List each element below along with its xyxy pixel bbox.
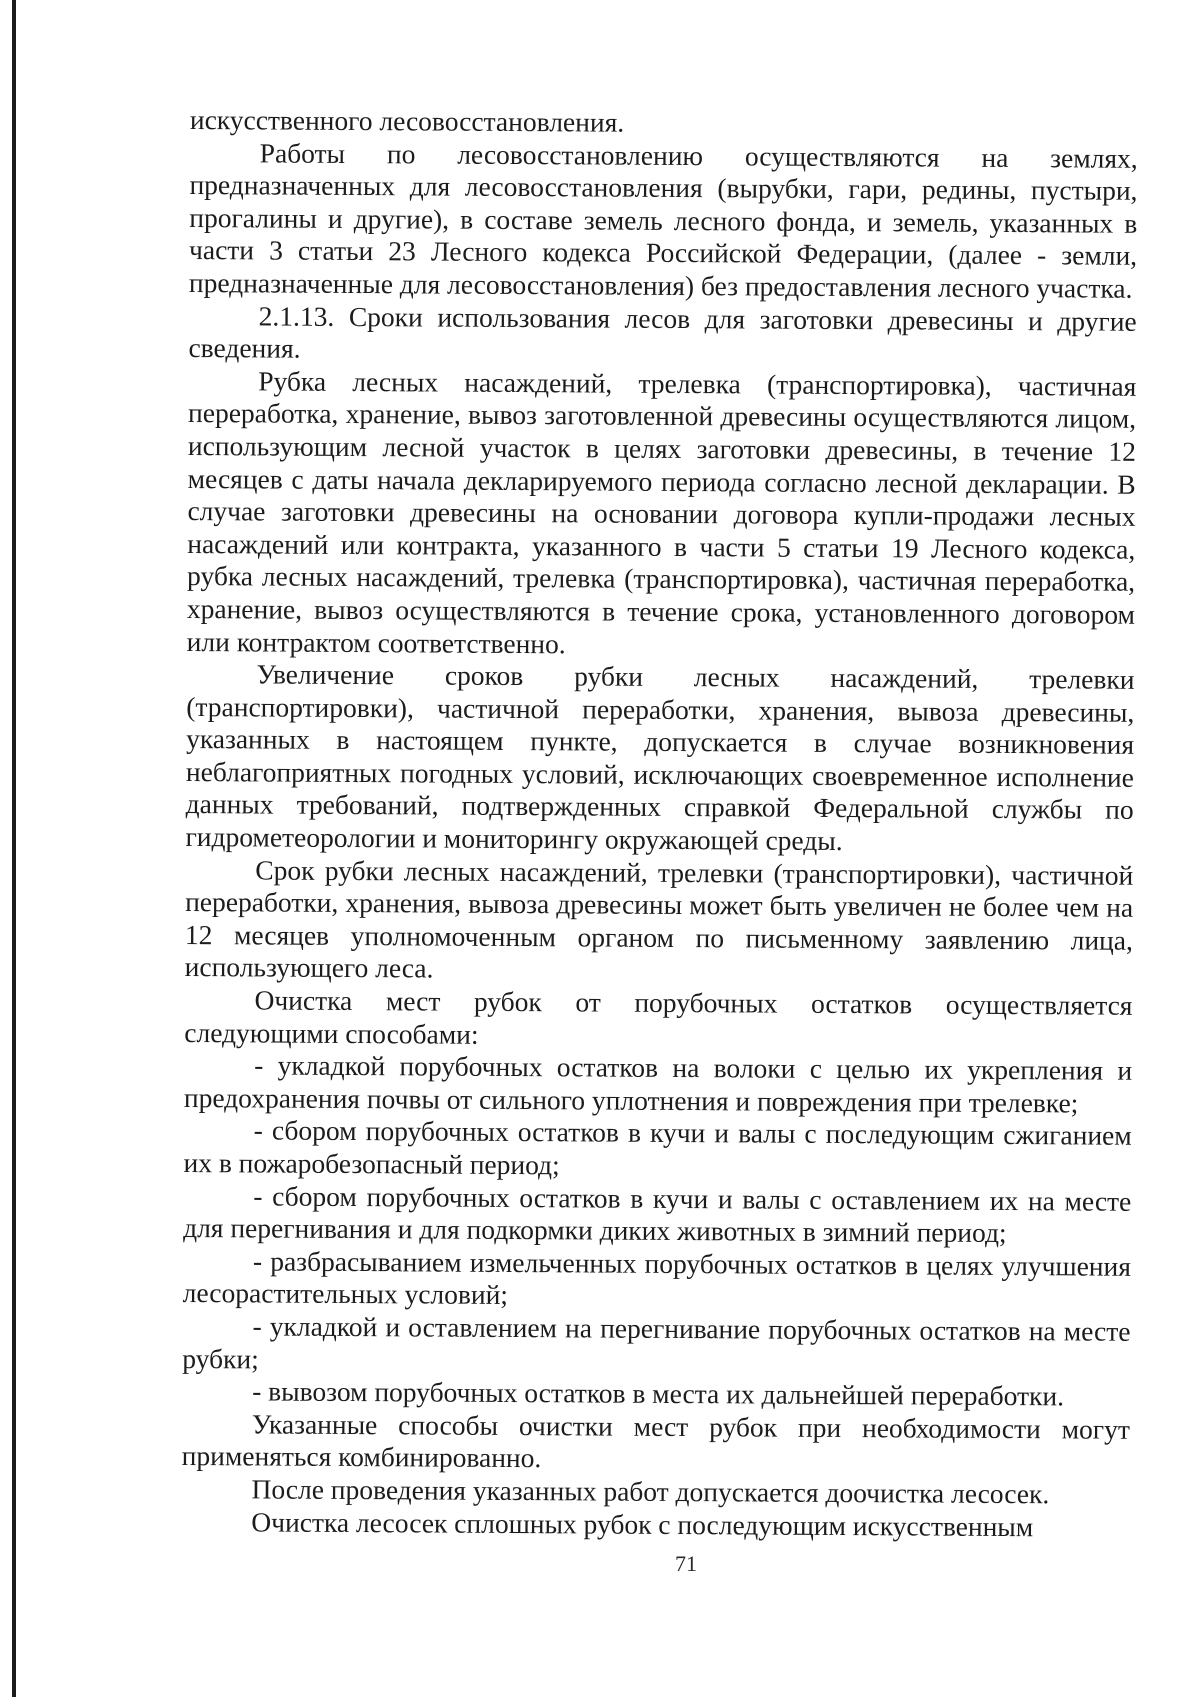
page-number: 71 <box>675 1551 697 1576</box>
paragraph: искусственного лесовосстановления. <box>189 104 625 138</box>
paragraph: Увеличение сроков рубки лесных насаждений, трелевки (транспортировки), частичной переработки, хранения, вывоза древесины, указанных в настоящем пункте, допускается в случае возникновения неблагоприятных погодных условий, исключающих своевременное исполнение данных требований, подтвержденных справкой Федеральной службы по гидрометеорологии и мониторингу окружающей среды. <box>185 658 1135 857</box>
paragraph: Срок рубки лесных насаждений, трелевки (транспортировки), частичной переработки, хранения, вывоза древесины может быть увеличен не более чем на 12 месяцев уполномоченным органом по письменному заявлению лица, использующего леса. <box>184 854 1134 984</box>
paragraph: Работы по лесовосстановлению осуществляются на землях, предназначенных для лесовосстановления (вырубки, гари, редины, пустыри, прогалины и другие), в составе земель лесного фонда, и земель, указанных в части 3 статьи 23 Лесного кодекса Российской Федерации, (далее - земли, предназначенные для лесовосстановления) без предоставления лесного участка. <box>188 137 1138 304</box>
paragraph: После проведения указанных работ допускается доочистка лесосек. <box>251 1473 1050 1510</box>
list-item: - укладкой порубочных остатков на волоки с целью их укрепления и предохранения почвы от сильного уплотнения и повреждения при трелевке; <box>183 1049 1133 1119</box>
list-item: - разбрасыванием измельченных порубочных остатков в целях улучшения лесорастительных условий; <box>182 1245 1132 1311</box>
section-heading: 2.1.13. Сроки использования лесов для заготовки древесины и другие сведения. <box>188 299 1137 364</box>
scan-border-line <box>12 0 16 1697</box>
list-item: - вывозом порубочных остатков в места их дальнейшей переработки. <box>252 1375 1065 1412</box>
list-item: - укладкой и оставлением на перегнивание порубочных остатков на месте рубки; <box>182 1310 1131 1375</box>
list-item: - сбором порубочных остатков в кучи и валы с оставлением их на месте для перегнивания и для подкормки диких животных в зимний период; <box>183 1180 1132 1249</box>
list-item: - сбором порубочных остатков в кучи и валы с последующим сжиганием их в пожаробезопасный период; <box>183 1114 1132 1181</box>
paragraph: Рубка лесных насаждений, трелевка (транспортировка), частичная переработка, хранение, вывоз заготовленной древесины осуществляются лицом, использующим лесной участок в целях заготовки древесины, в течение 12 месяцев с даты начала декларируемого периода согласно лесной декларации. В случае заготовки древесины на основании договора купли-продажи лесных насаждений или контракта, указанного в части 5 статьи 19 Лесного кодекса, рубка лесных насаждений, трелевка (транспортировка), частичная переработка, хранение, вывоз осуществляются в течение срока, установленного договором или контрактом соответственно. <box>186 365 1137 659</box>
document-page-body <box>181 104 1138 1630</box>
paragraph: Очистка лесосек сплошных рубок с последующим искусственным <box>251 1505 1034 1542</box>
paragraph: Указанные способы очистки мест рубок при необходимости могут применяться комбинированно. <box>181 1408 1131 1474</box>
paragraph: Очистка мест рубок от порубочных остатков осуществляется следующими способами: <box>184 984 1133 1050</box>
